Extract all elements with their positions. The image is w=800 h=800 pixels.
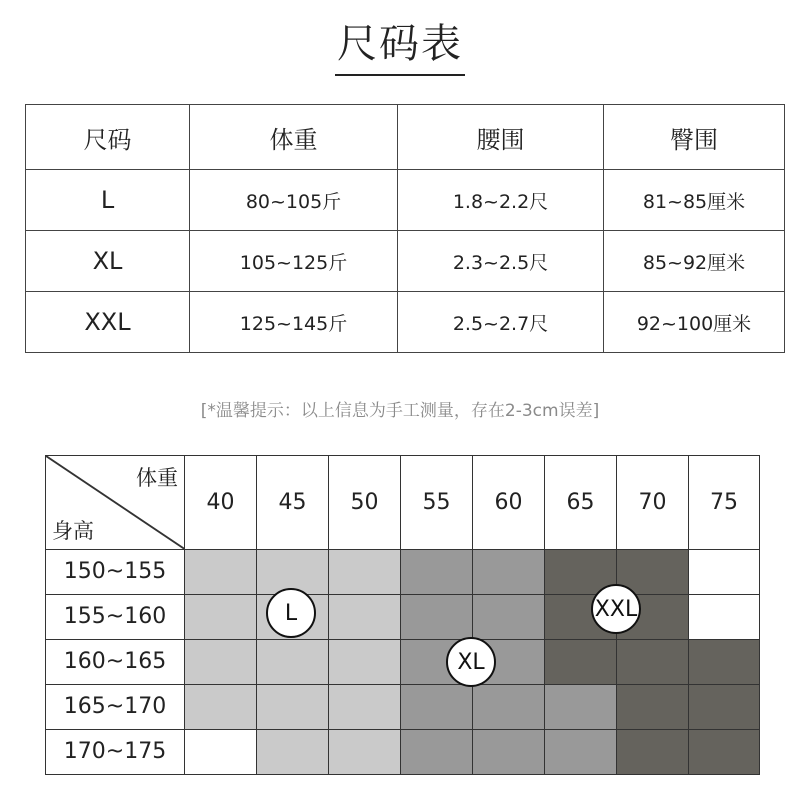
waist-cell: 1.8~2.2尺 (398, 170, 604, 231)
weight-cell: 105~125斤 (190, 231, 398, 292)
weight-header: 40 (185, 456, 257, 550)
size-cell: XL (26, 231, 190, 292)
size-region-cell (473, 729, 545, 774)
size-table (25, 104, 785, 353)
weight-header: 55 (401, 456, 473, 550)
weight-header: 65 (545, 456, 617, 550)
size-region-cell (545, 729, 617, 774)
table-row (26, 292, 785, 353)
size-region-cell (689, 549, 760, 594)
corner-height-label: 身高 (52, 518, 94, 543)
weight-header: 60 (473, 456, 545, 550)
size-region-cell (329, 639, 401, 684)
size-region-cell (401, 729, 473, 774)
weight-header: 75 (689, 456, 760, 550)
size-region-cell (329, 729, 401, 774)
size-region-cell (689, 684, 760, 729)
size-region-cell (689, 594, 760, 639)
weight-cell: 80~105斤 (190, 170, 398, 231)
size-region-cell (473, 549, 545, 594)
grid-row (46, 684, 760, 729)
size-badge-xxl: XXL (591, 584, 641, 634)
weight-header: 50 (329, 456, 401, 550)
grid-row (46, 639, 760, 684)
size-cell: XXL (26, 292, 190, 353)
size-region-cell (185, 729, 257, 774)
height-label: 155~160 (46, 594, 185, 639)
size-region-cell (617, 639, 689, 684)
height-label: 150~155 (46, 549, 185, 594)
size-region-cell (185, 549, 257, 594)
hip-cell: 92~100厘米 (604, 292, 785, 353)
size-region-cell (545, 639, 617, 684)
size-grid (45, 455, 760, 775)
header-hip: 臀围 (604, 105, 785, 170)
size-region-cell (401, 549, 473, 594)
header-size: 尺码 (26, 105, 190, 170)
corner-weight-label: 体重 (136, 466, 178, 490)
size-region-cell (401, 684, 473, 729)
size-region-cell (473, 684, 545, 729)
waist-cell: 2.5~2.7尺 (398, 292, 604, 353)
weight-header: 45 (257, 456, 329, 550)
size-region-cell (257, 729, 329, 774)
size-region-cell (401, 594, 473, 639)
table-row (26, 231, 785, 292)
size-region-cell (689, 639, 760, 684)
weight-cell: 125~145斤 (190, 292, 398, 353)
height-label: 170~175 (46, 729, 185, 774)
size-region-cell (545, 684, 617, 729)
grid-corner (46, 456, 185, 550)
size-cell: L (26, 170, 190, 231)
hip-cell: 81~85厘米 (604, 170, 785, 231)
size-region-cell (329, 549, 401, 594)
size-table-header (26, 105, 785, 170)
waist-cell: 2.3~2.5尺 (398, 231, 604, 292)
size-region-cell (617, 684, 689, 729)
size-region-cell (257, 639, 329, 684)
size-region-cell (473, 594, 545, 639)
size-region-cell (257, 684, 329, 729)
size-region-cell (329, 594, 401, 639)
size-region-cell (185, 594, 257, 639)
size-region-cell (185, 684, 257, 729)
grid-row (46, 729, 760, 774)
grid-header-row (46, 456, 760, 550)
header-weight: 体重 (190, 105, 398, 170)
grid-row (46, 594, 760, 639)
table-row (26, 170, 785, 231)
size-region-cell (185, 639, 257, 684)
height-label: 160~165 (46, 639, 185, 684)
size-badge-l: L (266, 588, 316, 638)
size-region-cell (689, 729, 760, 774)
page-title: 尺码表 (0, 14, 800, 76)
size-region-cell (329, 684, 401, 729)
header-waist: 腰围 (398, 105, 604, 170)
grid-row (46, 549, 760, 594)
height-label: 165~170 (46, 684, 185, 729)
size-region-cell (617, 729, 689, 774)
hip-cell: 85~92厘米 (604, 231, 785, 292)
measurement-tip: [*温馨提示：以上信息为手工测量，存在2-3cm误差] (200, 401, 600, 421)
weight-header: 70 (617, 456, 689, 550)
size-badge-xl: XL (446, 637, 496, 687)
